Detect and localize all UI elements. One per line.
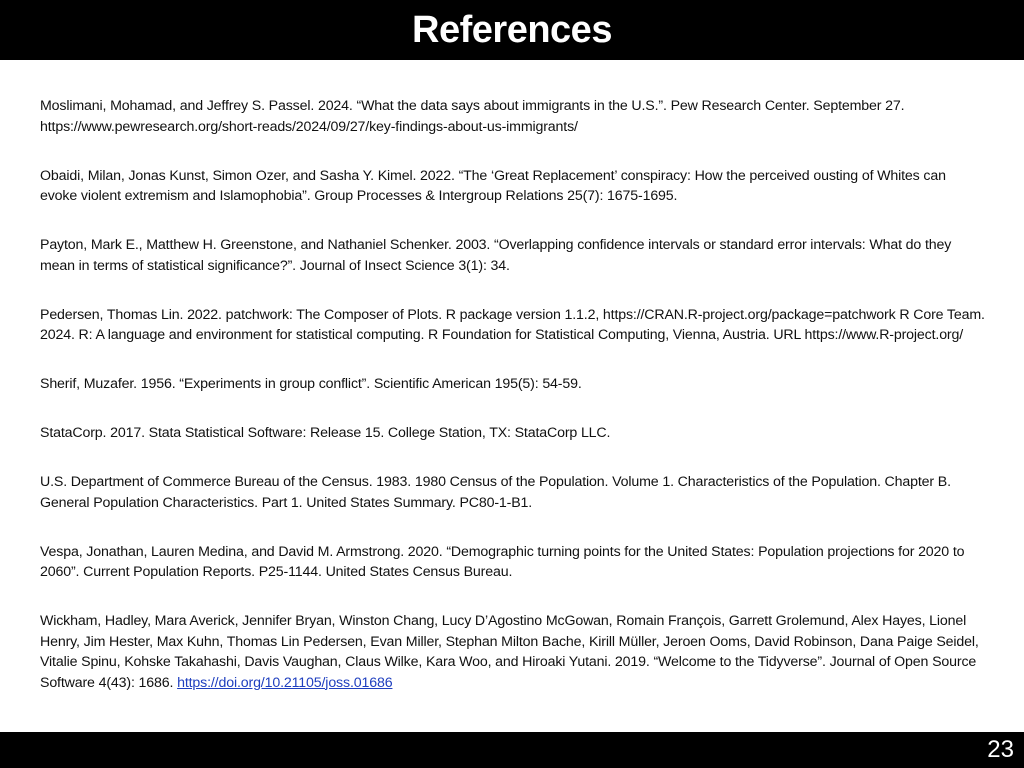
reference-item-last [40, 611, 986, 693]
reference-text: Wickham, Hadley, Mara Averick, Jennifer Bryan, Winston Chang, Lucy D’Agostino McGowan, Romain François, Garrett Grolemund, Alex Hayes, Lionel Henry, Jim Hester, Max Kuhn, Thomas Lin Pedersen, Evan Miller, Stephan Milton Bache, Kirill Müller, Jeroen Ooms, David Robinson, Dana Paige Seidel, Vitalie Spinu, Kohske Takahashi, Davis Vaughan, Claus Wilke, Kara Woo, and Hiroaki Yutani. 2019. “Welcome to the Tidyverse”. Journal of Open Source Software 4(43): 1686. [40, 613, 979, 691]
reference-item: Payton, Mark E., Matthew H. Greenstone, and Nathaniel Schenker. 2003. “Overlapping confidence intervals or standard error intervals: What do they mean in terms of statistical significance?”. Journal of Insect Science 3(1): 34. [40, 237, 952, 274]
slide-title: References [412, 9, 612, 51]
doi-link[interactable]: https://doi.org/10.21105/joss.01686 [177, 674, 393, 691]
reference-list [40, 96, 986, 693]
page-number: 23 [987, 736, 1014, 763]
reference-item: Obaidi, Milan, Jonas Kunst, Simon Ozer, and Sasha Y. Kimel. 2022. “The ‘Great Replacement’ conspiracy: How the perceived ousting of Whites can evoke violent extremism and Islamophobia”. Group Processes & Intergroup Relations 25(7): 1675-1695. [40, 167, 946, 204]
reference-item: Vespa, Jonathan, Lauren Medina, and David M. Armstrong. 2020. “Demographic turning points for the United States: Population projections for 2020 to 2060”. Current Population Reports. P25-1144. United States Census Bureau. [40, 543, 965, 580]
reference-item: Sherif, Muzafer. 1956. “Experiments in group conflict”. Scientific American 195(5): 54-59. [40, 376, 582, 392]
reference-item: Pedersen, Thomas Lin. 2022. patchwork: The Composer of Plots. R package version 1.1.2, https://CRAN.R-project.org/package=patchwork R Core Team. 2024. R: A language and environment for statistical computing. R Foundation for Statistical Computing, Vienna, Austria. URL https://www.R-project.org/ [40, 306, 985, 343]
title-bar [0, 0, 1024, 60]
footer-bar [0, 732, 1024, 768]
reference-item: U.S. Department of Commerce Bureau of the Census. 1983. 1980 Census of the Population. Volume 1. Characteristics of the Population. Chapter B. General Population Characteristics. Part 1. United States Summary. PC80-1-B1. [40, 474, 951, 511]
reference-item: Moslimani, Mohamad, and Jeffrey S. Passel. 2024. “What the data says about immigrants in the U.S.”. Pew Research Center. September 27. https://www.pewresearch.org/short-reads/2024/09/27/key-findings-about-us-immigrants/ [40, 98, 905, 135]
reference-item: StataCorp. 2017. Stata Statistical Software: Release 15. College Station, TX: StataCorp LLC. [40, 425, 611, 441]
